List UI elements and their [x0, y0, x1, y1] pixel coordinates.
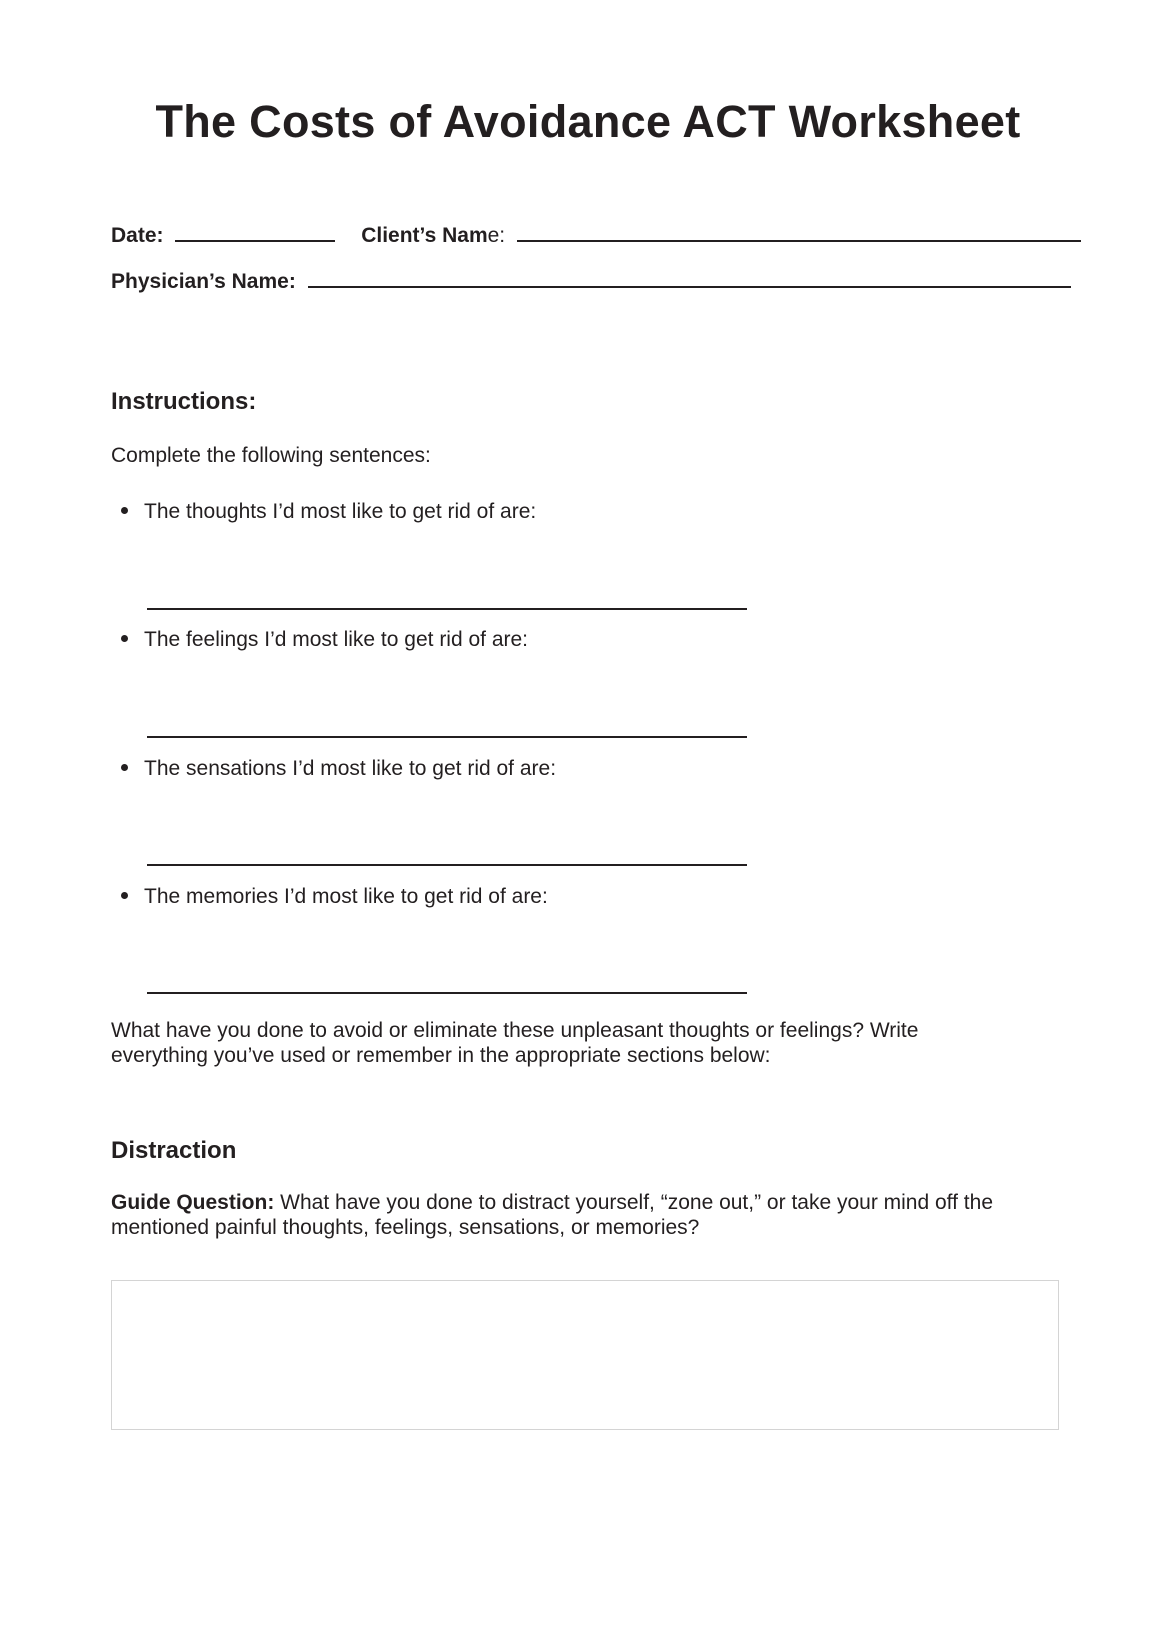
list-item-sensations: The sensations I’d most like to get rid of are: — [121, 757, 556, 781]
feelings-answer-line[interactable] — [147, 736, 747, 738]
date-field[interactable] — [175, 220, 335, 242]
distraction-guide-question — [111, 1190, 1051, 1240]
list-item-thoughts: The thoughts I’d most like to get rid of are: — [121, 500, 536, 524]
physician-name-field[interactable] — [308, 266, 1071, 288]
bullet-icon — [121, 892, 128, 899]
list-item-memories: The memories I’d most like to get rid of are: — [121, 885, 548, 909]
bullet-icon — [121, 764, 128, 771]
distraction-answer-box[interactable] — [111, 1280, 1059, 1430]
bullet-icon — [121, 635, 128, 642]
distraction-heading: Distraction — [111, 1137, 237, 1164]
bullet-icon — [121, 507, 128, 514]
instructions-heading: Instructions: — [111, 388, 257, 415]
instructions-intro: Complete the following sentences: — [111, 444, 431, 467]
header-row-date-client — [111, 220, 1081, 248]
client-name-field[interactable] — [517, 220, 1081, 242]
thoughts-answer-line[interactable] — [147, 608, 747, 610]
header-row-physician — [111, 266, 1071, 294]
date-label: Date: — [111, 224, 164, 247]
followup-question: What have you done to avoid or eliminate these unpleasant thoughts or feelings? Write everything you’ve used or remember in the appropriate sections below: — [111, 1019, 919, 1067]
list-item-feelings: The feelings I’d most like to get rid of are: — [121, 628, 528, 652]
memories-answer-line[interactable] — [147, 992, 747, 994]
worksheet-title: The Costs of Avoidance ACT Worksheet — [155, 96, 1021, 147]
guide-question-label: Guide Question: — [111, 1191, 275, 1214]
guide-question-text: What have you done to distract yourself, “zone out,” or take your mind off the mentioned painful thoughts, feelings, sensations, or memories? — [111, 1191, 993, 1239]
sensations-answer-line[interactable] — [147, 864, 747, 866]
client-name-label: Client’s Name: — [361, 224, 506, 247]
physician-name-label: Physician’s Name: — [111, 270, 296, 293]
